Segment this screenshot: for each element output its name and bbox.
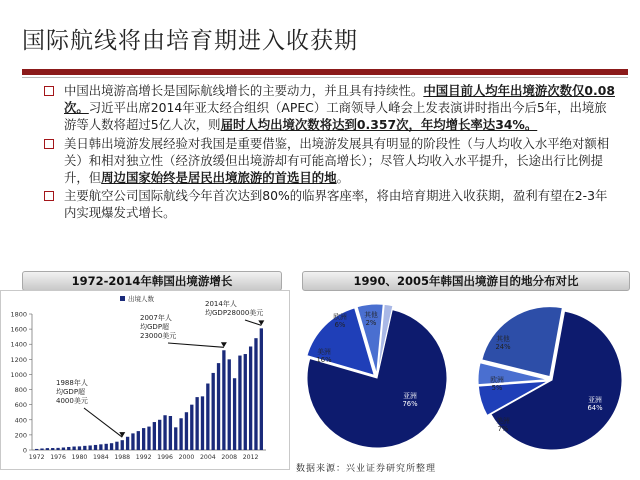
bar-2003 xyxy=(201,396,204,450)
bar-2006 xyxy=(217,363,220,450)
bar-1985 xyxy=(105,444,108,450)
bar-1976 xyxy=(56,448,59,450)
pie-label-name: 其他 xyxy=(364,311,378,319)
annotation-line: 均GDP超 xyxy=(140,323,170,331)
pie-label-value: 7% xyxy=(497,425,509,433)
legend-swatch xyxy=(120,296,125,301)
bar-1982 xyxy=(89,445,92,450)
bullet-1-text-a: 中国出境游高增长是国际航线增长的主要动力，并且具有持续性。 xyxy=(64,83,424,98)
x-tick-label: 2000 xyxy=(178,454,195,461)
x-tick-label: 2008 xyxy=(221,454,238,461)
y-tick-label: 1400 xyxy=(10,340,27,349)
bar-2000 xyxy=(185,412,188,450)
pie-2 xyxy=(478,307,622,450)
bullet-list xyxy=(44,82,618,223)
pie-label-value: 2% xyxy=(365,319,377,327)
annotation-line: 2007年人 xyxy=(140,314,172,322)
bar-1987 xyxy=(115,442,118,450)
title-rule xyxy=(22,69,628,75)
bar-1990 xyxy=(131,433,134,450)
x-tick-label: 2012 xyxy=(242,454,259,461)
bar-1973 xyxy=(40,448,43,450)
pie-label-name: 美洲 xyxy=(496,417,510,425)
bar-2014 xyxy=(260,328,263,450)
x-tick-label: 1976 xyxy=(50,454,66,461)
bullet-square-icon xyxy=(44,139,54,149)
bar-1975 xyxy=(51,448,54,450)
bullet-2-highlight: 周边国家始终是居民出境旅游的首选目的地 xyxy=(101,170,337,186)
bar-1993 xyxy=(147,427,150,450)
bar-2013 xyxy=(254,338,257,450)
bar-1999 xyxy=(179,418,182,450)
pie-chart-header: 1990、2005年韩国出境游目的地分布对比 xyxy=(302,271,630,291)
bar-chart xyxy=(0,290,290,470)
annotation-line: 2014年人 xyxy=(205,300,237,308)
annotation-3 xyxy=(205,299,264,325)
bar-2010 xyxy=(238,356,241,450)
bullet-item-1 xyxy=(44,82,618,134)
bar-2009 xyxy=(233,378,236,450)
title-rule-thin xyxy=(22,77,628,78)
annotation-line: 均GDP超 xyxy=(56,388,86,396)
bar-2011 xyxy=(244,354,247,450)
y-tick-label: 400 xyxy=(14,416,27,425)
annotation-arrow xyxy=(84,408,122,437)
bar-2001 xyxy=(190,405,193,450)
bar-1994 xyxy=(153,422,156,450)
page-title: 国际航线将由培育期进入收获期 xyxy=(22,28,358,54)
bar-2002 xyxy=(195,397,198,450)
pie-1 xyxy=(307,304,447,448)
bar-1998 xyxy=(174,427,177,450)
bar-1984 xyxy=(99,444,102,450)
pie-label-value: 16% xyxy=(316,356,332,364)
annotation-arrowhead xyxy=(119,432,125,437)
annotation-arrow xyxy=(168,343,224,347)
bar-1978 xyxy=(67,447,70,450)
annotation-line: 均GDP28000美元 xyxy=(205,309,264,317)
bar-1997 xyxy=(169,416,172,450)
bullet-2-text-a: 美日韩出境游发展经验对我国是重要借鉴，出境游发展具有明显的阶段性（与人均收入水平绝对额相关）和相对独立性（经济放缓但出境游却有可能高增长）；尽管人均收入水平提升，长途出行比例提升，但 xyxy=(64,135,610,186)
pie-label-value: 24% xyxy=(495,343,511,351)
bullet-1-highlight-a: 中国目前人均年出境游次数仅0.08次。 xyxy=(64,83,615,116)
x-tick-label: 1996 xyxy=(157,454,173,461)
bullet-square-icon xyxy=(44,191,54,201)
pie-label-value: 5% xyxy=(491,384,503,392)
annotation-line: 1988年人 xyxy=(56,379,88,387)
bullet-1-text-b: 习近平出席2014年亚太经合组织（APEC）工商领导人峰会上发表演讲时指出今后5年，出境旅游等人数将超过5亿人次，则 xyxy=(64,100,607,133)
bullet-item-2 xyxy=(44,135,618,187)
bar-1995 xyxy=(158,420,161,450)
y-tick-label: 1600 xyxy=(10,325,27,334)
bar-2007 xyxy=(222,350,225,450)
x-tick-label: 2004 xyxy=(199,454,216,461)
pie-label-value: 76% xyxy=(402,400,418,408)
bar-2012 xyxy=(249,346,252,450)
x-tick-label: 1988 xyxy=(114,454,131,461)
bar-2005 xyxy=(212,373,215,450)
bar-2004 xyxy=(206,384,209,450)
x-tick-label: 1980 xyxy=(71,454,88,461)
pie-label-value: 6% xyxy=(334,321,346,329)
x-tick-label: 1984 xyxy=(92,454,109,461)
pie-label-name: 其他 xyxy=(496,335,510,343)
pie-label-name: 欧洲 xyxy=(333,313,347,321)
bar-chart-header: 1972-2014年韩国出境游增长 xyxy=(22,271,282,291)
source-note: 数据来源：兴业证券研究所整理 xyxy=(296,464,437,474)
annotation-1 xyxy=(56,378,125,437)
pie-label-name: 美洲 xyxy=(317,348,331,356)
y-tick-label: 800 xyxy=(14,386,27,395)
y-tick-label: 0 xyxy=(22,446,27,455)
y-tick-label: 1200 xyxy=(10,355,27,364)
bullet-1-highlight-b: 届时人均出境次数将达到0.357次，年均增长率达34%。 xyxy=(220,117,538,133)
y-tick-label: 200 xyxy=(14,431,27,440)
y-tick-label: 600 xyxy=(14,401,27,410)
bar-1980 xyxy=(78,446,81,450)
bar-1988 xyxy=(121,440,124,450)
bar-1974 xyxy=(46,448,49,450)
x-tick-label: 1992 xyxy=(135,454,152,461)
annotation-line: 23000美元 xyxy=(140,332,177,340)
bar-1972 xyxy=(35,449,38,450)
bar-1991 xyxy=(137,431,140,450)
bar-1989 xyxy=(126,437,129,450)
y-tick-label: 1000 xyxy=(10,370,27,379)
pie-label-name: 亚洲 xyxy=(403,392,417,400)
bar-1977 xyxy=(62,448,65,450)
bullet-item-3 xyxy=(44,187,618,221)
y-tick-label: 1800 xyxy=(10,310,27,319)
bar-1996 xyxy=(163,415,166,450)
annotation-line: 4000美元 xyxy=(56,397,88,405)
bar-1983 xyxy=(94,445,97,450)
annotation-2 xyxy=(140,313,227,347)
bar-1986 xyxy=(110,443,113,450)
annotation-arrowhead xyxy=(221,342,227,347)
bar-1992 xyxy=(142,428,145,450)
pie-chart xyxy=(290,290,640,460)
bar-1981 xyxy=(83,446,86,450)
pie-label-value: 64% xyxy=(587,404,603,412)
bullet-square-icon xyxy=(44,86,54,96)
pie-label-name: 欧洲 xyxy=(490,376,504,384)
bar-1979 xyxy=(72,447,75,450)
pie-label-name: 亚洲 xyxy=(588,396,602,404)
legend-label: 出境人数 xyxy=(128,295,154,303)
bullet-3-text: 主要航空公司国际航线今年首次达到80%的临界客座率，将由培育期进入收获期，盈利有望在2-3年内实现爆发式增长。 xyxy=(64,188,608,221)
x-tick-label: 1972 xyxy=(28,454,45,461)
bullet-2-text-b: 。 xyxy=(336,170,349,186)
bar-2008 xyxy=(228,359,231,450)
